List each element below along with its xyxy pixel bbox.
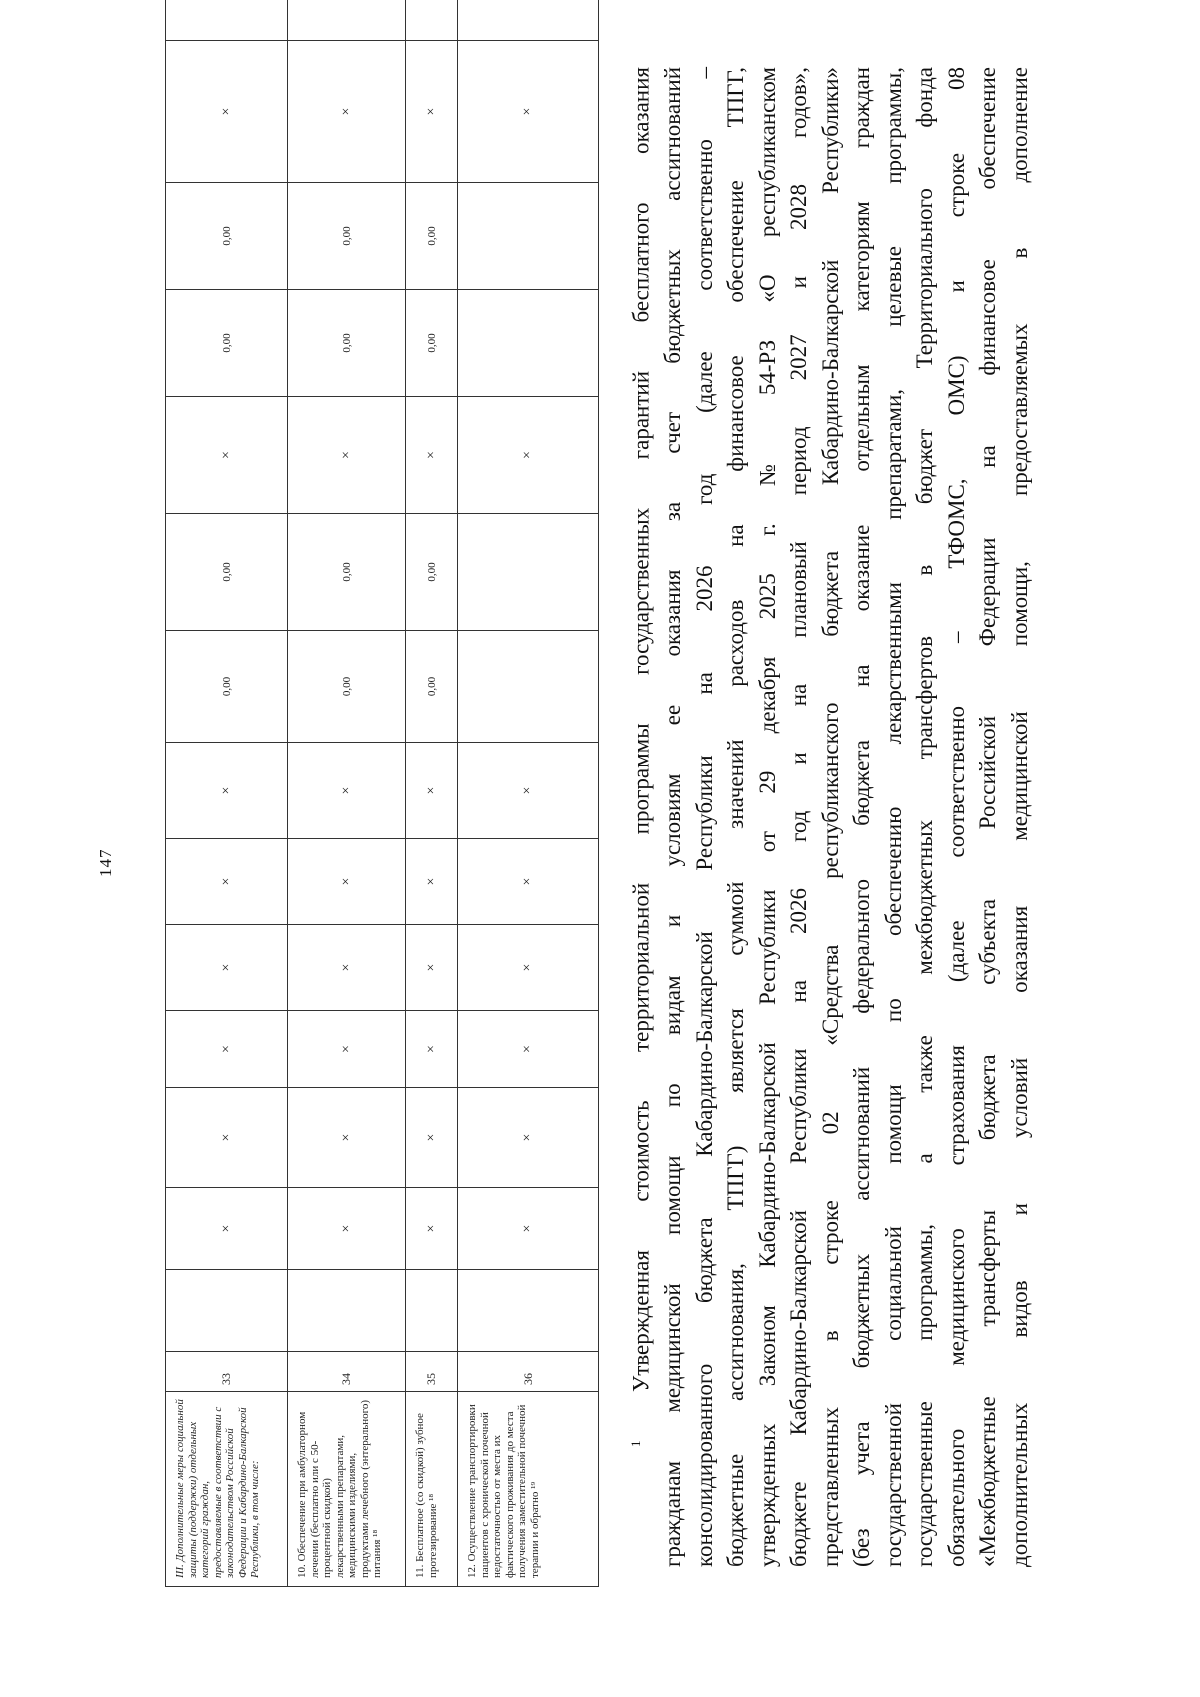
cross-mark-cell: × [458, 839, 599, 925]
cross-mark-cell: × [458, 1088, 599, 1188]
row-number-cell: 36 [458, 1352, 599, 1392]
table-row [458, 0, 599, 1587]
cross-mark-cell: × [458, 397, 599, 514]
footnote-line: консолидированного бюджета Кабардино-Балкарской Республики на 2026 год (далее соответственно – [691, 67, 717, 1567]
value-cell: 0,00 [288, 631, 406, 743]
footnote-line: государственной социальной помощи по обеспечению лекарственными препаратами, целевые программы, [880, 67, 906, 1567]
value-cell [458, 290, 599, 397]
cross-mark-cell: × [406, 1011, 458, 1088]
row-name-cell: III. Дополнительные меры социальной защиты (поддержки) отдельных категорий граждан, предоставляемые в соответствии с законодательством Российской Федерации и Кабардино-Балкарской Республики, в том числе: [166, 1392, 288, 1587]
value-cell [406, 1270, 458, 1352]
cross-mark-cell: × [288, 839, 406, 925]
footnote-marker: 1 [628, 1440, 643, 1447]
row-number-cell: 34 [288, 1352, 406, 1392]
table-row [288, 0, 406, 1587]
page-number: 147 [96, 848, 115, 877]
row-name-cell: 11. Бесплатное (со скидкой) зубное протезирование ¹⁸ [406, 1392, 458, 1587]
footnote [620, 67, 1035, 1567]
footnote-line: утвержденных Законом Кабардино-Балкарской Республики от 29 декабря 2025 г. № 54-РЗ «О республиканском [754, 67, 780, 1567]
value-cell [458, 631, 599, 743]
row-number-cell: 35 [406, 1352, 458, 1392]
cross-mark-cell: × [406, 1088, 458, 1188]
cross-mark-cell: × [288, 41, 406, 183]
value-cell [458, 514, 599, 631]
cross-mark-cell: × [288, 743, 406, 839]
cross-mark-cell: × [288, 925, 406, 1011]
footnote-line [620, 67, 657, 1567]
footnote-line: представленных в строке 02 «Средства республиканского бюджета Кабардино-Балкарской Республики» [817, 67, 843, 1567]
cross-mark-cell: × [288, 397, 406, 514]
value-cell [166, 1270, 288, 1352]
row-name-cell: 10. Обеспечение при амбулаторном лечении (бесплатно или с 50-процентной скидкой) лекарственными препаратами, медицинскими изделиями, продуктами лечебного (энтерального) питания ¹⁸ [288, 1392, 406, 1587]
value-cell: 0,00 [166, 290, 288, 397]
value-cell: 0,00 [406, 290, 458, 397]
footnote-line: дополнительных видов и условий оказания медицинской помощи, предоставляемых в дополнение [1006, 67, 1032, 1567]
cross-mark-cell: × [166, 1188, 288, 1270]
footnote-line: «Межбюджетные трансферты бюджета субъекта Российской Федерации на финансовое обеспечение [975, 67, 1001, 1567]
data-table [165, 0, 599, 1587]
value-cell [458, 183, 599, 290]
footnote-line: государственные программы, а также межбюджетных трансфертов в бюджет Территориального фонда [912, 67, 938, 1567]
value-cell: 0,00 [406, 631, 458, 743]
cross-mark-cell [288, 0, 406, 41]
cross-mark-cell: × [166, 925, 288, 1011]
table-row [406, 0, 458, 1587]
cross-mark-cell: × [166, 397, 288, 514]
value-cell: 0,00 [288, 183, 406, 290]
value-cell: 0,00 [166, 183, 288, 290]
table-row [166, 0, 288, 1587]
cross-mark-cell: × [166, 1011, 288, 1088]
cross-mark-cell [406, 0, 458, 41]
footnote-line: бюджете Кабардино-Балкарской Республики на 2026 год и на плановый период 2027 и 2028 годов», [786, 67, 812, 1567]
value-cell: 0,00 [166, 631, 288, 743]
value-cell: 0,00 [166, 514, 288, 631]
footnote-line: гражданам медицинской помощи по видам и условиям ее оказания за счет бюджетных ассигнований [660, 67, 686, 1567]
cross-mark-cell: × [166, 1088, 288, 1188]
cross-mark-cell: × [406, 839, 458, 925]
cross-mark-cell: × [458, 1011, 599, 1088]
footnote-line: бюджетные ассигнования, ТПГГ) является суммой значений расходов на финансовое обеспечение ТПГГ, [723, 67, 749, 1567]
cross-mark-cell: × [458, 41, 599, 183]
cross-mark-cell [458, 0, 599, 41]
value-cell: 0,00 [288, 514, 406, 631]
cross-mark-cell: × [166, 41, 288, 183]
cross-mark-cell: × [458, 743, 599, 839]
cross-mark-cell: × [458, 925, 599, 1011]
cross-mark-cell: × [458, 1188, 599, 1270]
row-number-cell: 33 [166, 1352, 288, 1392]
cross-mark-cell: × [406, 1188, 458, 1270]
row-name-cell: 12. Осуществление транспортировки пациентов с хронической почечной недостаточностью от места их фактического проживания до места получения заместительной почечной терапии и обратно ¹⁹ [458, 1392, 599, 1587]
cross-mark-cell: × [406, 743, 458, 839]
footnote-line: (без учета бюджетных ассигнований федерального бюджета на оказание отдельным категориям граждан [849, 67, 875, 1567]
cross-mark-cell [166, 0, 288, 41]
value-cell: 0,00 [406, 514, 458, 631]
value-cell: 0,00 [406, 183, 458, 290]
cross-mark-cell: × [288, 1011, 406, 1088]
footnote-line: обязательного медицинского страхования (далее соответственно – ТФОМС, ОМС) и строке 08 [943, 67, 969, 1567]
cross-mark-cell: × [288, 1188, 406, 1270]
cross-mark-cell: × [406, 41, 458, 183]
cross-mark-cell: × [166, 743, 288, 839]
value-cell [288, 1270, 406, 1352]
cross-mark-cell: × [406, 397, 458, 514]
value-cell [458, 1270, 599, 1352]
cross-mark-cell: × [406, 925, 458, 1011]
cross-mark-cell: × [166, 839, 288, 925]
cross-mark-cell: × [288, 1088, 406, 1188]
value-cell: 0,00 [288, 290, 406, 397]
footnote-text: Утвержденная стоимость территориальной программы государственных гарантий бесплатного оказания [628, 67, 654, 1393]
